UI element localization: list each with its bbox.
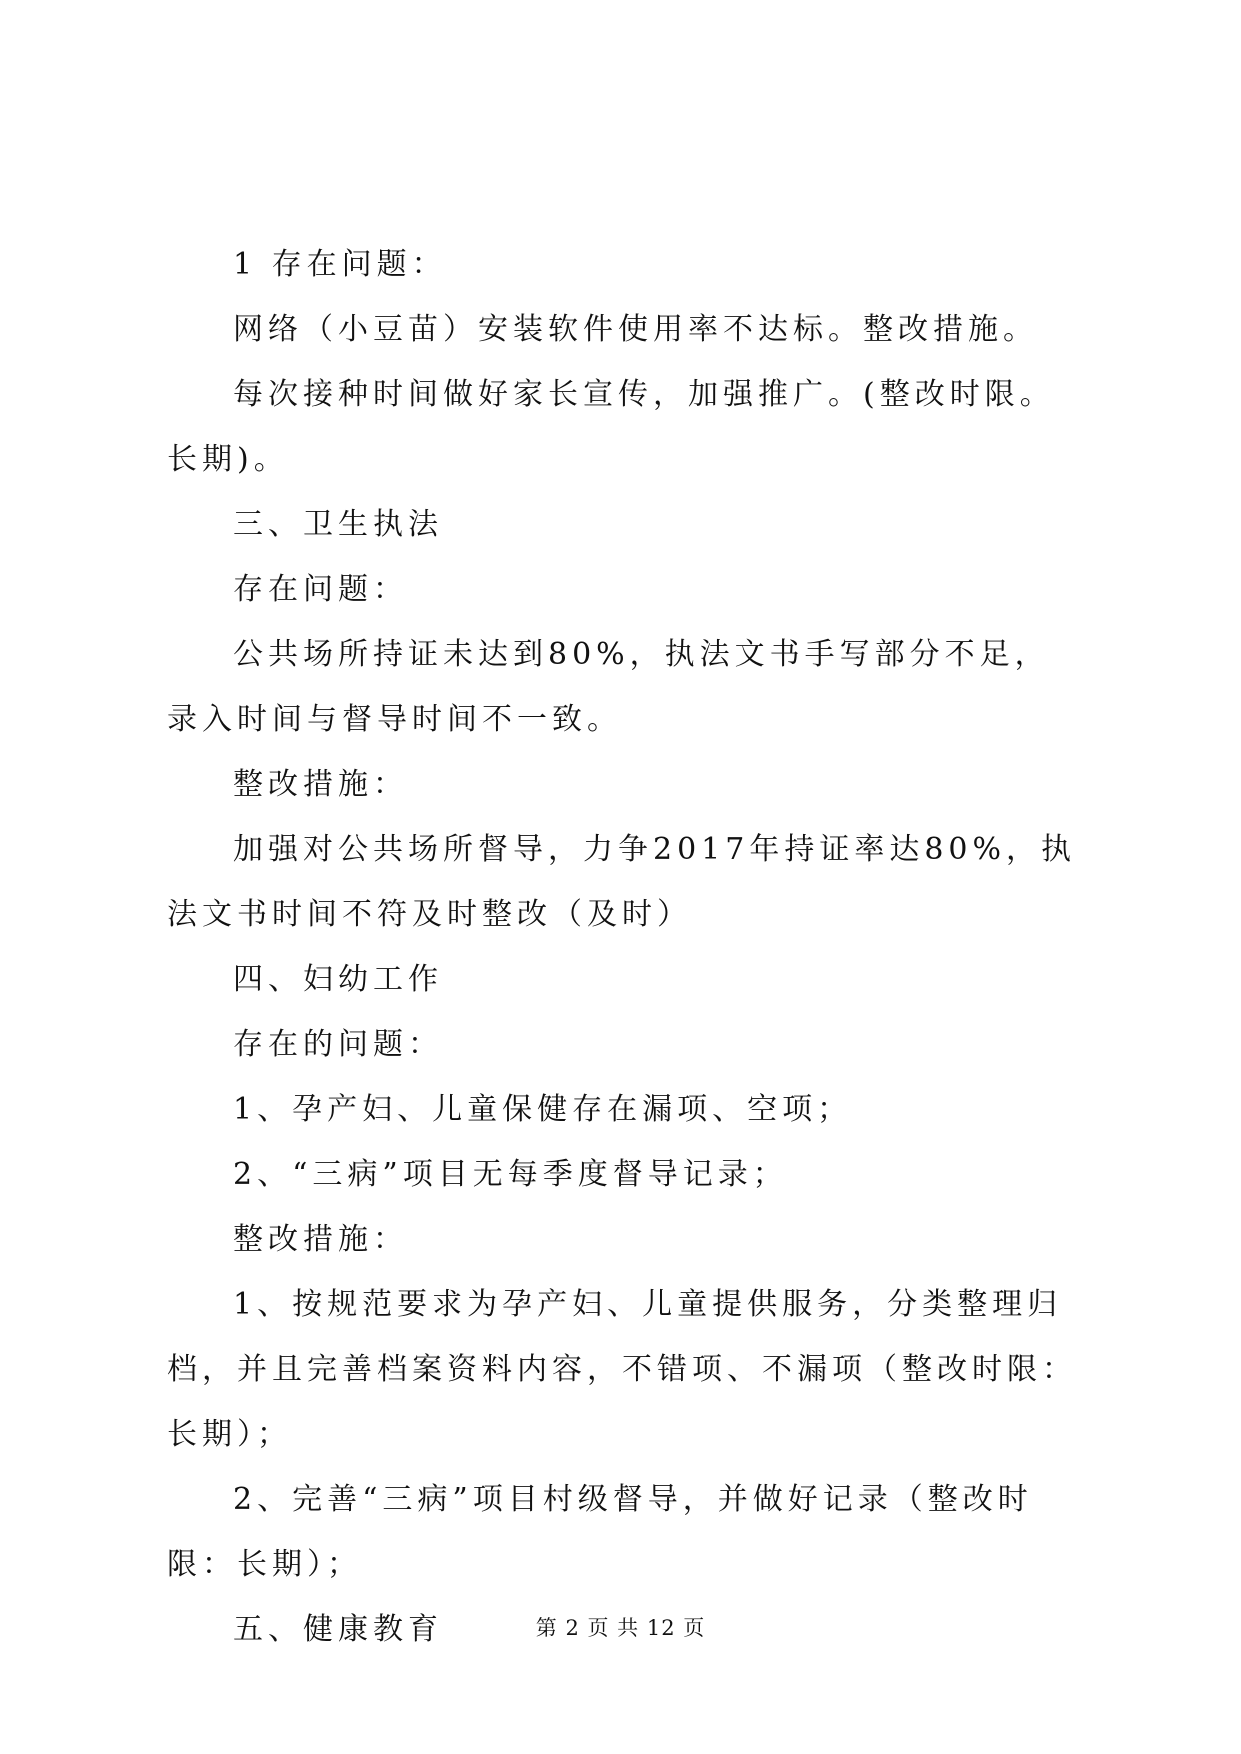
measure-heading: 整改措施： bbox=[233, 767, 408, 802]
issue-heading-existing: 存在的问题： bbox=[233, 1027, 443, 1062]
issue-text-network: 网络（小豆苗）安装软件使用率不达标。整改措施。 bbox=[233, 312, 1038, 347]
section-heading-health-enforcement: 三、卫生执法 bbox=[233, 507, 443, 542]
page-number-footer: 第 2 页 共 12 页 bbox=[535, 1616, 706, 1640]
measure-text-supervision: 加强对公共场所督导，力争2017年持证率达80%，执法文书时间不符及时整改（及时） bbox=[167, 832, 1077, 932]
issue-heading-1: 1 存在问题： bbox=[233, 247, 447, 282]
issue-heading: 存在问题： bbox=[233, 572, 408, 607]
section-heading-health-education: 五、健康教育 bbox=[233, 1612, 443, 1647]
issue-item-1: 1、孕产妇、儿童保健存在漏项、空项； bbox=[233, 1092, 853, 1127]
issue-text-public-places: 公共场所持证未达到80%，执法文书手写部分不足，录入时间与督导时间不一致。 bbox=[167, 637, 1050, 737]
document-body bbox=[167, 232, 1082, 1662]
measure-item-1: 1、按规范要求为孕产妇、儿童提供服务，分类整理归档，并且完善档案资料内容，不错项、不漏项（整改时限：长期）； bbox=[167, 1287, 1077, 1452]
issue-item-2: 2、“三病”项目无每季度督导记录； bbox=[233, 1157, 788, 1192]
section-heading-maternal-child: 四、妇幼工作 bbox=[233, 962, 443, 997]
measure-heading-2: 整改措施： bbox=[233, 1222, 408, 1257]
measure-text-promotion: 每次接种时间做好家长宣传，加强推广。(整改时限。长期)。 bbox=[167, 377, 1055, 477]
measure-item-2: 2、完善“三病”项目村级督导，并做好记录（整改时限：长期）； bbox=[167, 1482, 1033, 1582]
